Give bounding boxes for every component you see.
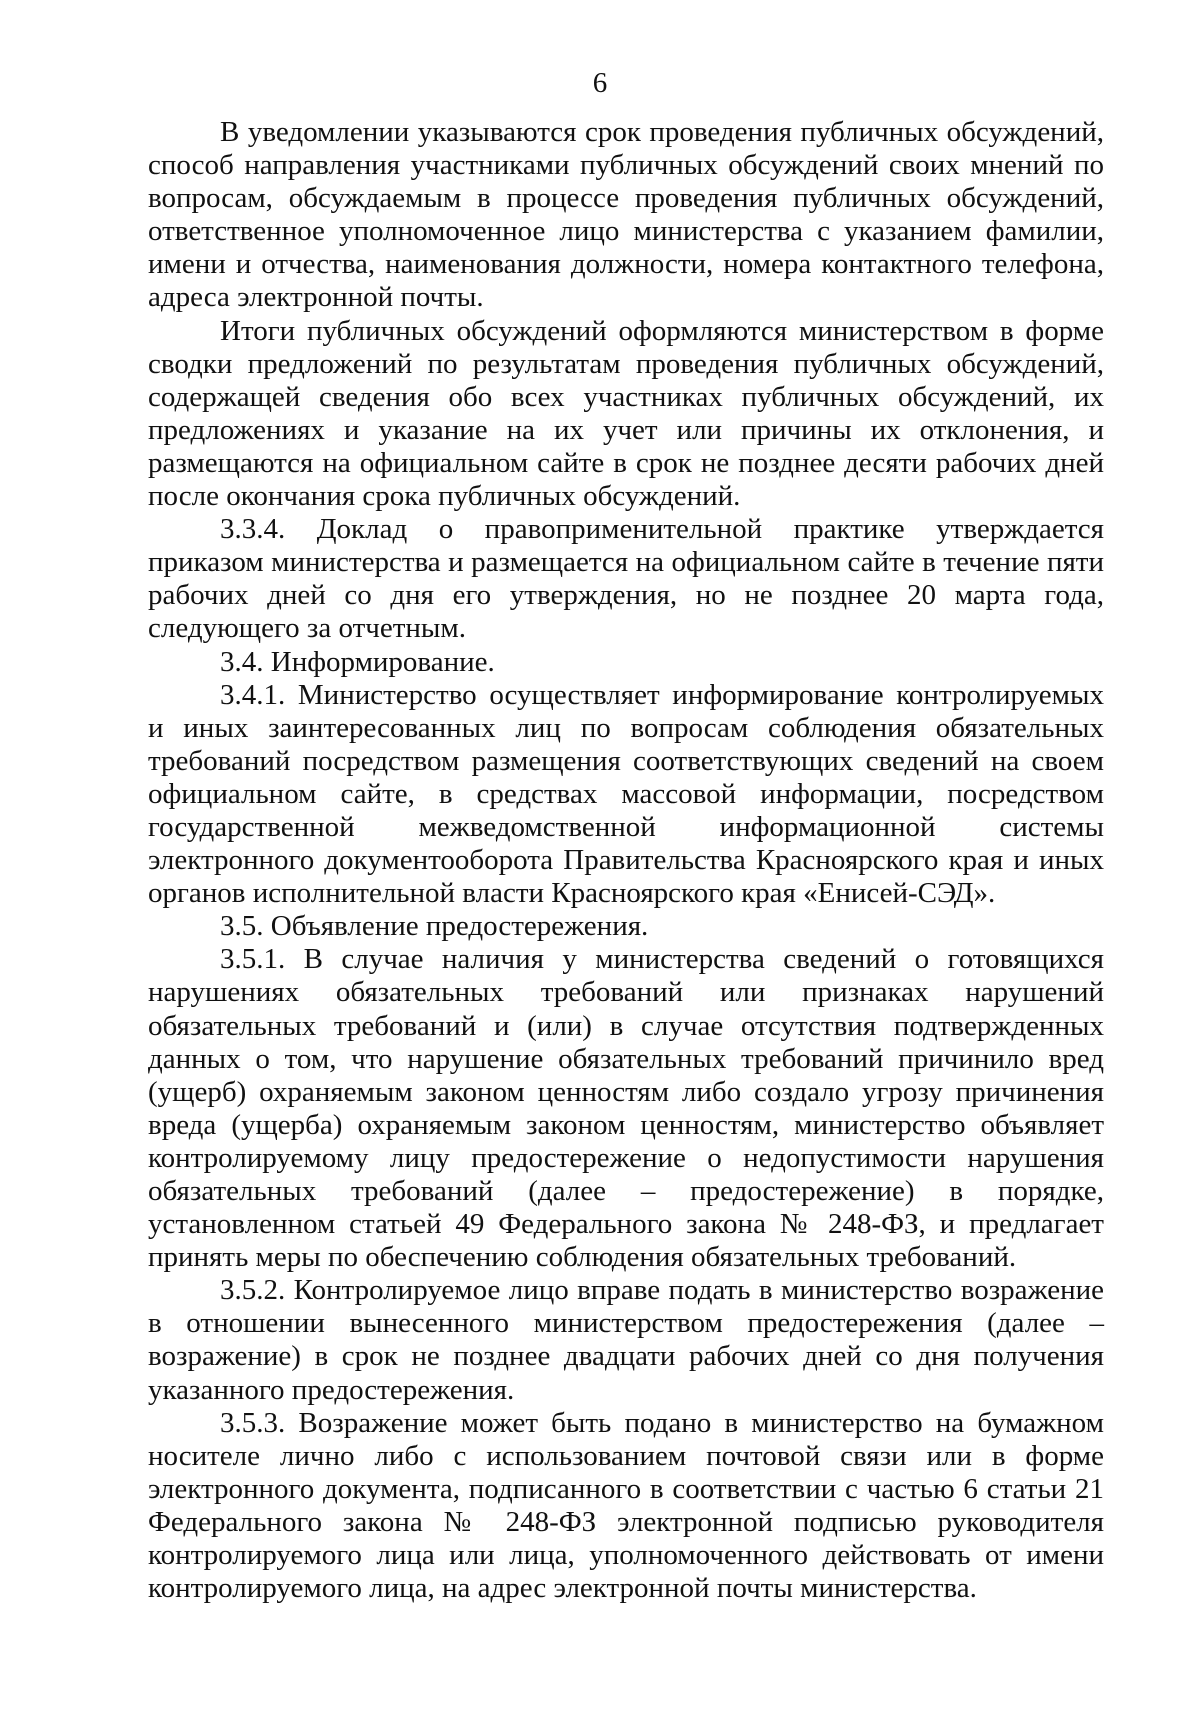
paragraph-3-5-2: 3.5.2. Контролируемое лицо вправе подать в министерство возражение в отношении вынесенного министерством предостережения (далее – возражение) в срок не позднее двадцати рабочих дней со дня получения указанного предостережения. xyxy=(148,1274,1104,1406)
paragraph-3-3-4: 3.3.4. Доклад о правоприменительной практике утверждается приказом министерства и размещается на официальном сайте в течение пяти рабочих дней со дня его утверждения, но не позднее 20 марта года, следующего за отчетным. xyxy=(148,513,1104,645)
paragraph-3-4-1: 3.4.1. Министерство осуществляет информирование контролируемых и иных заинтересованных лиц по вопросам соблюдения обязательных требований посредством размещения соответствующих сведений на своем официальном сайте, в средствах массовой информации, посредством государственной межведомственной информационной системы электронного документооборота Правительства Красноярского края и иных органов исполнительной власти Красноярского края «Енисей-СЭД». xyxy=(148,678,1104,910)
paragraph-notification-content: В уведомлении указываются срок проведения публичных обсуждений, способ направления участниками публичных обсуждений своих мнений по вопросам, обсуждаемым в процессе проведения публичных обсуждений, ответственное уполномоченное лицо министерства с указанием фамилии, имени и отчества, наименования должности, номера контактного телефона, адреса электронной почты. xyxy=(148,116,1104,314)
page-number: 6 xyxy=(592,67,608,99)
section-heading-3-4: 3.4. Информирование. xyxy=(220,645,495,678)
paragraph-discussion-results: Итоги публичных обсуждений оформляются министерством в форме сводки предложений по результатам проведения публичных обсуждений, содержащей сведения обо всех участниках публичных обсуждений, их предложениях и указание на их учет или причины их отклонения, и размещаются на официальном сайте в срок не позднее десяти рабочих дней после окончания срока публичных обсуждений. xyxy=(148,314,1104,513)
paragraph-3-5-1: 3.5.1. В случае наличия у министерства сведений о готовящихся нарушениях обязательных требований или признаках нарушений обязательных требований и (или) в случае отсутствия подтвержденных данных о том, что нарушение обязательных требований причинило вред (ущерб) охраняемым законом ценностям либо создало угрозу причинения вреда (ущерба) охраняемым законом ценностям, министерство объявляет контролируемому лицу предостережение о недопустимости нарушения обязательных требований (далее – предостережение) в порядке, установленном статьей 49 Федерального закона № 248-ФЗ, и предлагает принять меры по обеспечению соблюдения обязательных требований. xyxy=(148,943,1104,1274)
section-heading-3-5: 3.5. Объявление предостережения. xyxy=(220,910,649,943)
document-body xyxy=(148,116,1104,1605)
paragraph-3-5-3: 3.5.3. Возражение может быть подано в министерство на бумажном носителе лично либо с использованием почтовой связи или в форме электронного документа, подписанного в соответствии с частью 6 статьи 21 Федерального закона № 248-ФЗ электронной подписью руководителя контролируемого лица или лица, уполномоченного действовать от имени контролируемого лица, на адрес электронной почты министерства. xyxy=(148,1406,1104,1605)
